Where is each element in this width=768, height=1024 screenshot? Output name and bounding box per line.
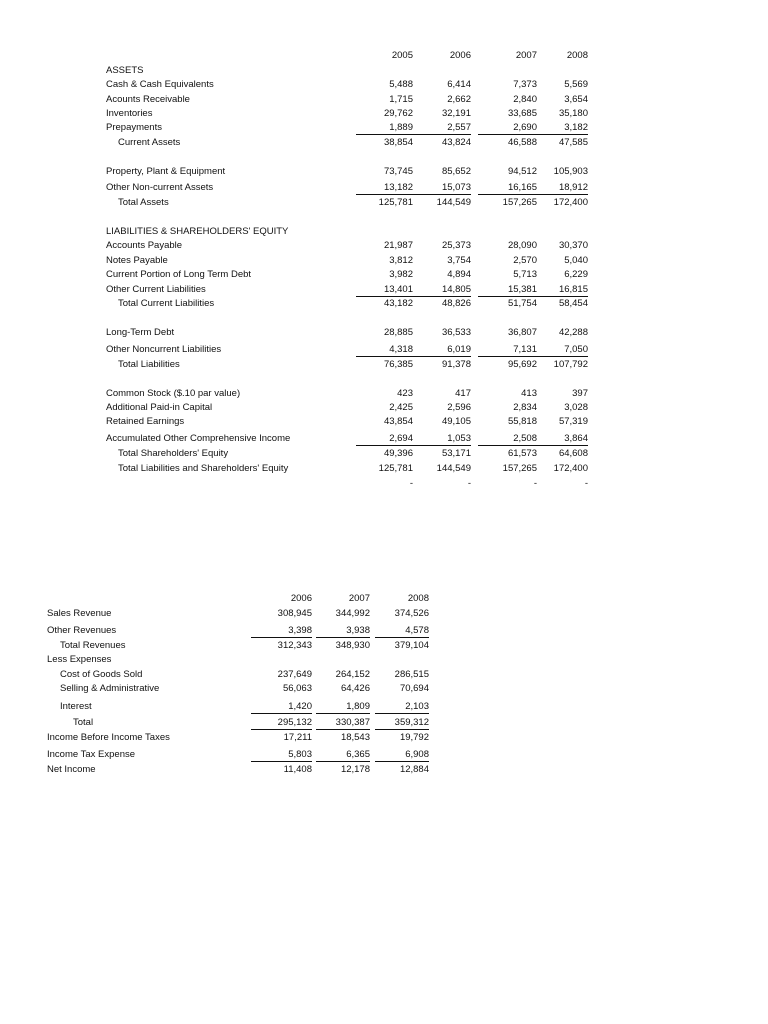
balance_sheet-label: Total Assets	[118, 197, 169, 208]
balance_sheet-value-2006: 48,826	[441, 298, 471, 309]
balance_sheet-value-2006: 32,191	[441, 108, 471, 119]
balance_sheet-row-total-liabilities-and-shareholders-equity	[0, 462, 768, 476]
balance_sheet-label: Long-Term Debt	[106, 327, 175, 338]
balance_sheet-value-2005: 2,425	[389, 402, 413, 413]
income_statement-year-2006: 2006	[290, 593, 312, 604]
balance_sheet-value-2006: 53,171	[441, 448, 471, 459]
income_statement-value-2008: 12,884	[399, 764, 429, 775]
income_statement-header-row	[0, 592, 768, 606]
balance_sheet-value-2007: 46,588	[507, 137, 537, 148]
balance_sheet-year-2006: 2006	[449, 50, 471, 61]
balance_sheet-value-2008: 7,050	[529, 344, 588, 357]
balance_sheet-value-2008: 105,903	[553, 166, 588, 177]
income_statement-label: Total	[73, 717, 94, 728]
balance_sheet-value-2007: 2,570	[513, 255, 537, 266]
balance_sheet-value-2007: 55,818	[507, 416, 537, 427]
balance_sheet-label: LIABILITIES & SHAREHOLDERS' EQUITY	[106, 226, 289, 237]
balance_sheet-value-2006: 2,662	[447, 94, 471, 105]
balance_sheet-value-2005: 29,762	[383, 108, 413, 119]
income_statement-label: Interest	[60, 701, 92, 712]
balance_sheet-value-2006: 49,105	[441, 416, 471, 427]
balance_sheet-label: Prepayments	[106, 122, 162, 133]
balance_sheet-row-other-non-current-assets	[0, 181, 768, 195]
balance_sheet-value-2008: 3,864	[529, 433, 588, 446]
balance_sheet-year-2005: 2005	[391, 50, 413, 61]
balance_sheet-value-2006: 144,549	[436, 197, 471, 208]
income_statement-value-2006: 295,132	[251, 717, 312, 730]
balance_sheet-header-row	[0, 49, 768, 63]
balance_sheet-row-accumulated-other-comprehensive-income	[0, 432, 768, 446]
balance_sheet-label: Acounts Receivable	[106, 94, 190, 105]
balance_sheet-label: Total Liabilities	[118, 359, 180, 370]
balance_sheet-row-current-portion-of-long-term-debt	[0, 268, 768, 282]
balance_sheet-value-2007: 7,373	[513, 79, 537, 90]
balance_sheet-label: Inventories	[106, 108, 153, 119]
income_statement-value-2006: 17,211	[283, 732, 312, 743]
balance_sheet-value-2007: 51,754	[507, 298, 537, 309]
balance_sheet-value-2008: 47,585	[558, 137, 588, 148]
balance_sheet-row-total-shareholders-equity	[0, 447, 768, 461]
balance_sheet-value-2007: 15,381	[478, 284, 537, 297]
income_statement-value-2007: 6,365	[316, 749, 370, 762]
balance_sheet-value-2006: 14,805	[411, 284, 471, 297]
income_statement-row-selling-administrative	[0, 682, 768, 696]
balance_sheet-value-2008: 35,180	[558, 108, 588, 119]
balance_sheet-value-2008: 58,454	[558, 298, 588, 309]
balance_sheet-value-2007: 2,840	[513, 94, 537, 105]
balance_sheet-value-2007: 28,090	[507, 240, 537, 251]
balance_sheet-row-long-term-debt	[0, 326, 768, 340]
balance_sheet-row-total-liabilities	[0, 358, 768, 372]
balance_sheet-row-total-assets	[0, 196, 768, 210]
balance_sheet-row-acounts-receivable	[0, 93, 768, 107]
balance_sheet-value-2008: 3,028	[564, 402, 588, 413]
income_statement-year-2008: 2008	[407, 593, 429, 604]
balance_sheet-value-2007: 16,165	[478, 182, 537, 195]
balance_sheet-value-2005: 43,182	[383, 298, 413, 309]
balance_sheet-label: Notes Payable	[106, 255, 168, 266]
balance_sheet-row-accounts-payable	[0, 239, 768, 253]
balance_sheet-row-inventories	[0, 107, 768, 121]
balance_sheet-value-2007: 2,834	[513, 402, 537, 413]
balance_sheet-value-2005: 1,889	[356, 122, 413, 135]
balance_sheet-value-2005: 125,781	[378, 463, 413, 474]
balance_sheet-label: Total Liabilities and Shareholders' Equity	[118, 463, 289, 474]
balance_sheet-value-2008: 18,912	[529, 182, 588, 195]
balance_sheet-value-2005: 13,401	[356, 284, 413, 297]
balance_sheet-value-2006: 144,549	[436, 463, 471, 474]
balance_sheet-label: Other Current Liabilities	[106, 284, 206, 295]
balance_sheet-value-2005: 3,982	[389, 269, 413, 280]
balance_sheet-value-2006: 43,824	[441, 137, 471, 148]
balance_sheet-value-2005: 28,885	[383, 327, 413, 338]
balance_sheet-value-2008: 3,654	[564, 94, 588, 105]
balance_sheet-value-2005: 2,694	[356, 433, 413, 446]
balance_sheet-value-2007: -	[533, 478, 537, 489]
balance_sheet-value-2005: 125,781	[378, 197, 413, 208]
balance_sheet-label: Accumulated Other Comprehensive Income	[106, 433, 291, 444]
balance_sheet-value-2005: 21,987	[383, 240, 413, 251]
balance_sheet-value-2006: 3,754	[447, 255, 471, 266]
balance_sheet-label: Other Noncurrent Liabilities	[106, 344, 222, 355]
balance_sheet-row-cash-cash-equivalents	[0, 78, 768, 92]
balance_sheet-year-2007: 2007	[515, 50, 537, 61]
balance_sheet-value-2008: 172,400	[553, 197, 588, 208]
income_statement-value-2006: 3,398	[251, 625, 312, 638]
income_statement-value-2007: 264,152	[335, 669, 370, 680]
income_statement-value-2006: 11,408	[283, 764, 312, 775]
balance_sheet-value-2006: 2,596	[447, 402, 471, 413]
balance_sheet-value-2008: 172,400	[553, 463, 588, 474]
income_statement-value-2008: 4,578	[375, 625, 429, 638]
income_statement-label: Net Income	[47, 764, 96, 775]
balance_sheet-year-2008: 2008	[566, 50, 588, 61]
balance_sheet-label: Common Stock ($.10 par value)	[106, 388, 241, 399]
balance_sheet-value-2008: 42,288	[558, 327, 588, 338]
income_statement-value-2006: 237,649	[277, 669, 312, 680]
balance_sheet-value-2006: 6,414	[447, 79, 471, 90]
balance_sheet-value-2006: -	[467, 478, 471, 489]
income_statement-value-2006: 308,945	[277, 608, 312, 619]
balance_sheet-value-2007: 157,265	[502, 463, 537, 474]
balance_sheet-value-2005: 1,715	[389, 94, 413, 105]
balance_sheet-label: Accounts Payable	[106, 240, 183, 251]
balance_sheet-value-2005: 5,488	[389, 79, 413, 90]
balance_sheet-value-2005: 49,396	[383, 448, 413, 459]
balance_sheet-value-2008: 30,370	[558, 240, 588, 251]
income_statement-value-2006: 5,803	[251, 749, 312, 762]
income_statement-value-2006: 56,063	[282, 683, 312, 694]
balance_sheet-value-2008: 57,319	[558, 416, 588, 427]
balance_sheet-value-2005: 73,745	[383, 166, 413, 177]
balance_sheet-value-2007: 2,508	[478, 433, 537, 446]
income_statement-row-sales-revenue	[0, 607, 768, 621]
balance_sheet-value-2006: 85,652	[441, 166, 471, 177]
income_statement-row-total	[0, 716, 768, 730]
balance_sheet-value-2005: -	[409, 478, 413, 489]
income_statement-value-2007: 3,938	[316, 625, 370, 638]
income_statement-label: Selling & Administrative	[60, 683, 160, 694]
balance_sheet-value-2008: 397	[572, 388, 588, 399]
balance_sheet-label: Total Current Liabilities	[118, 298, 215, 309]
income_statement-value-2008: 19,792	[399, 732, 429, 743]
balance_sheet-value-2008: 16,815	[529, 284, 588, 297]
balance_sheet-value-2007: 157,265	[502, 197, 537, 208]
balance_sheet-value-2007: 95,692	[507, 359, 537, 370]
balance_sheet-value-2006: 25,373	[441, 240, 471, 251]
income_statement-label: Sales Revenue	[47, 608, 112, 619]
balance_sheet-label: Retained Earnings	[106, 416, 185, 427]
income_statement-value-2008: 70,694	[399, 683, 429, 694]
balance_sheet-value-2005: 43,854	[383, 416, 413, 427]
balance_sheet-row-property-plant-equipment	[0, 165, 768, 179]
income_statement-row-income-tax-expense	[0, 748, 768, 762]
income_statement-row-other-revenues	[0, 624, 768, 638]
balance_sheet-label: Other Non-current Assets	[106, 182, 214, 193]
balance_sheet-value-2005: 76,385	[383, 359, 413, 370]
balance_sheet-value-2008: 6,229	[564, 269, 588, 280]
balance_sheet-value-2005: 4,318	[356, 344, 413, 357]
balance_sheet-value-2007: 36,807	[507, 327, 537, 338]
income_statement-value-2008: 359,312	[375, 717, 429, 730]
income_statement-year-2007: 2007	[348, 593, 370, 604]
income_statement-value-2008: 374,526	[394, 608, 429, 619]
balance_sheet-value-2007: 2,690	[478, 122, 537, 135]
balance_sheet-value-2007: 33,685	[507, 108, 537, 119]
balance_sheet-row-blank	[0, 477, 768, 491]
balance_sheet-row-prepayments	[0, 121, 768, 135]
balance_sheet-label: Current Portion of Long Term Debt	[106, 269, 252, 280]
balance_sheet-label: Additional Paid-in Capital	[106, 402, 213, 413]
income_statement-value-2007: 18,543	[340, 732, 370, 743]
income_statement-row-less-expenses	[0, 653, 768, 667]
income_statement-value-2006: 312,343	[277, 640, 312, 651]
balance_sheet-value-2008: 5,040	[564, 255, 588, 266]
balance_sheet-value-2006: 417	[455, 388, 471, 399]
balance_sheet-row-other-noncurrent-liabilities	[0, 343, 768, 357]
income_statement-value-2007: 348,930	[335, 640, 370, 651]
balance_sheet-value-2006: 6,019	[411, 344, 471, 357]
income_statement-label: Less Expenses	[47, 654, 112, 665]
balance_sheet-value-2008: -	[584, 478, 588, 489]
income_statement-row-income-before-income-taxes	[0, 731, 768, 745]
income_statement-value-2008: 6,908	[375, 749, 429, 762]
balance_sheet-value-2005: 38,854	[383, 137, 413, 148]
income_statement-label: Income Tax Expense	[47, 749, 136, 760]
income_statement-label: Cost of Goods Sold	[60, 669, 143, 680]
balance_sheet-value-2006: 2,557	[411, 122, 471, 135]
income_statement-value-2008: 379,104	[394, 640, 429, 651]
income_statement-value-2007: 12,178	[340, 764, 370, 775]
balance_sheet-value-2007: 5,713	[513, 269, 537, 280]
balance_sheet-value-2007: 413	[521, 388, 537, 399]
balance_sheet-row-common-stock-10-par-value	[0, 387, 768, 401]
balance_sheet-label: Total Shareholders' Equity	[118, 448, 229, 459]
balance_sheet-value-2006: 36,533	[441, 327, 471, 338]
balance_sheet-row-current-assets	[0, 136, 768, 150]
income_statement-value-2007: 330,387	[316, 717, 370, 730]
balance_sheet-row-assets	[0, 64, 768, 78]
balance_sheet-row-additional-paid-in-capital	[0, 401, 768, 415]
balance_sheet-value-2007: 7,131	[478, 344, 537, 357]
balance_sheet-label: Current Assets	[118, 137, 181, 148]
income_statement-row-net-income	[0, 763, 768, 777]
income_statement-value-2007: 64,426	[340, 683, 370, 694]
balance_sheet-value-2005: 3,812	[389, 255, 413, 266]
balance_sheet-value-2007: 94,512	[507, 166, 537, 177]
balance_sheet-value-2006: 1,053	[411, 433, 471, 446]
income_statement-value-2008: 286,515	[394, 669, 429, 680]
income_statement-row-total-revenues	[0, 639, 768, 653]
balance_sheet-row-other-current-liabilities	[0, 283, 768, 297]
balance_sheet-value-2005: 13,182	[356, 182, 413, 195]
income_statement-value-2006: 1,420	[251, 701, 312, 714]
balance_sheet-value-2006: 15,073	[411, 182, 471, 195]
balance_sheet-value-2007: 61,573	[507, 448, 537, 459]
income_statement-value-2008: 2,103	[375, 701, 429, 714]
balance_sheet-label: Cash & Cash Equivalents	[106, 79, 214, 90]
income_statement-value-2007: 344,992	[335, 608, 370, 619]
balance_sheet-value-2006: 91,378	[441, 359, 471, 370]
income_statement-label: Total Revenues	[60, 640, 126, 651]
balance_sheet-row-total-current-liabilities	[0, 297, 768, 311]
income_statement-label: Income Before Income Taxes	[47, 732, 170, 743]
balance_sheet-row-notes-payable	[0, 254, 768, 268]
income_statement-row-cost-of-goods-sold	[0, 668, 768, 682]
balance_sheet-row-liabilities-shareholders-equity	[0, 225, 768, 239]
balance_sheet-label: ASSETS	[106, 65, 144, 76]
balance_sheet-value-2006: 4,894	[447, 269, 471, 280]
balance_sheet-value-2008: 5,569	[564, 79, 588, 90]
income_statement-label: Other Revenues	[47, 625, 117, 636]
balance_sheet-row-retained-earnings	[0, 415, 768, 429]
balance_sheet-value-2005: 423	[397, 388, 413, 399]
balance_sheet-value-2008: 3,182	[529, 122, 588, 135]
balance_sheet-value-2008: 64,608	[558, 448, 588, 459]
balance_sheet-label: Property, Plant & Equipment	[106, 166, 226, 177]
income_statement-row-interest	[0, 700, 768, 714]
balance_sheet-value-2008: 107,792	[553, 359, 588, 370]
income_statement-value-2007: 1,809	[316, 701, 370, 714]
